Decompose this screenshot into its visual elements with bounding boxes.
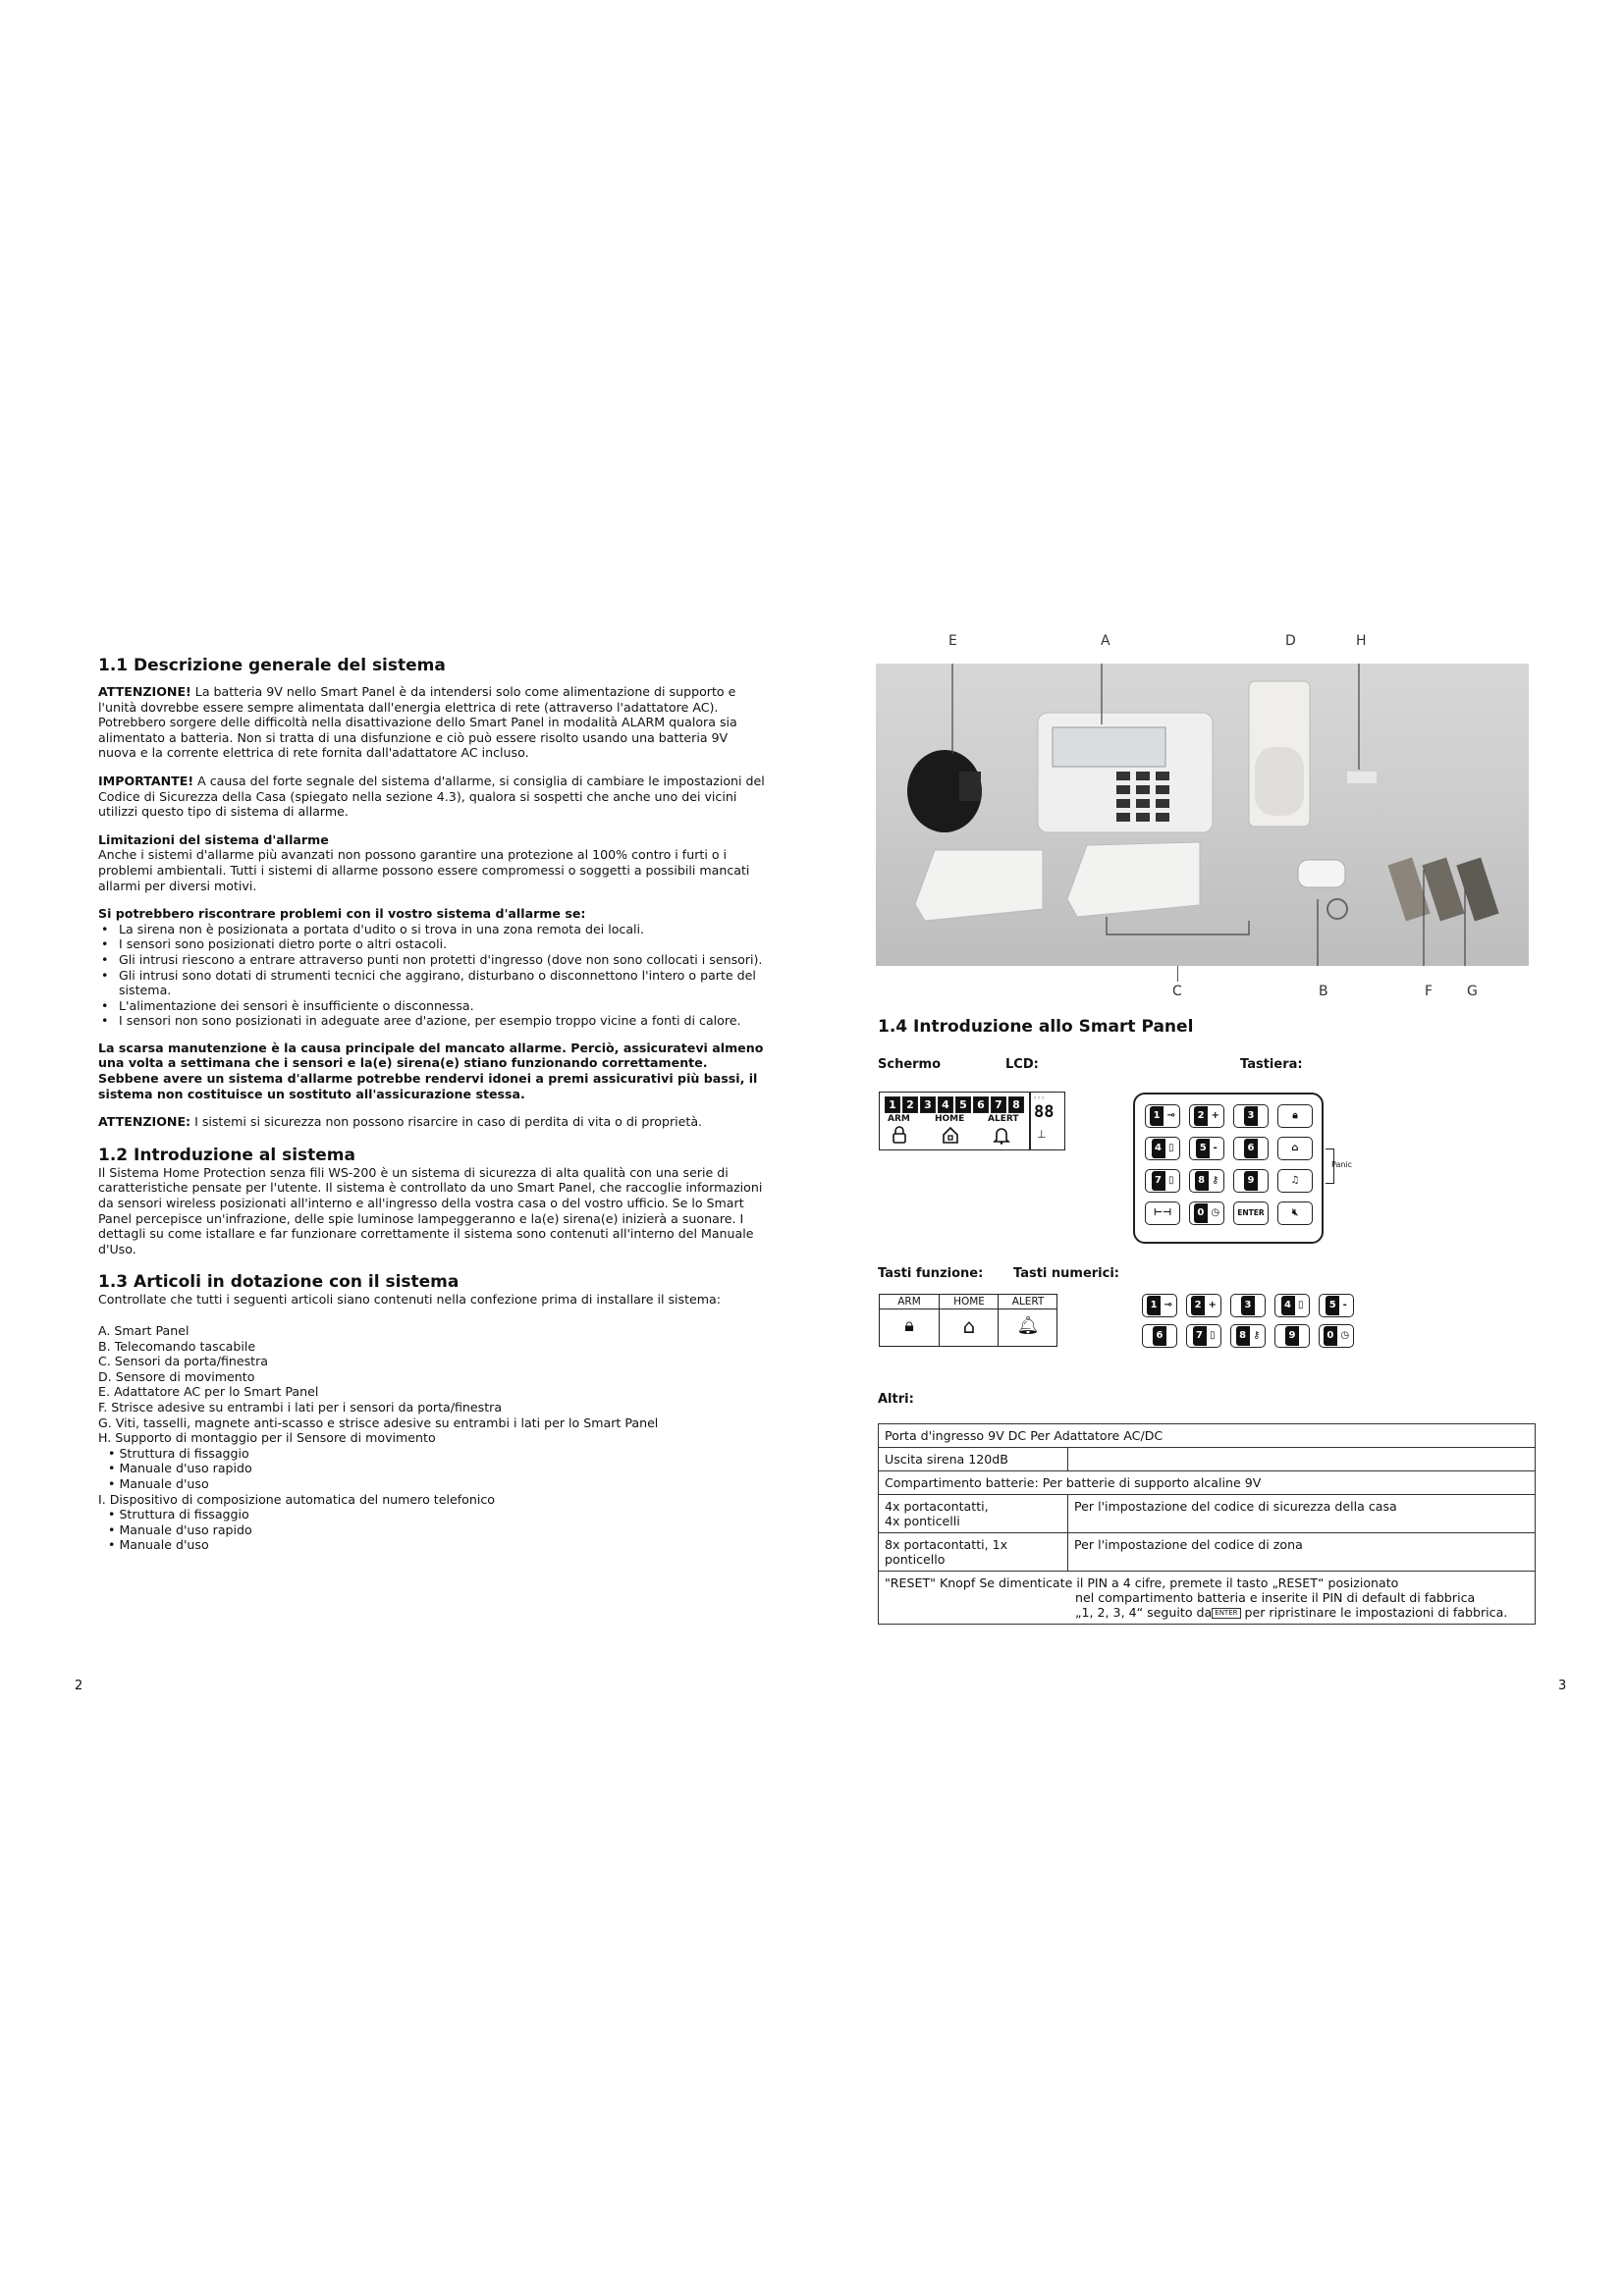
- key-home[interactable]: ⌂: [1277, 1137, 1313, 1160]
- key-3[interactable]: 3: [1233, 1104, 1269, 1128]
- key-2[interactable]: 2 +: [1189, 1104, 1224, 1128]
- maintenance-paragraph: La scarsa manutenzione è la causa principale del mancato allarme. Perciò, assicuratevi almeno una volta a settimana che i sensori e la(e) sirena(e) stiano funzionando correttamente. Sebbene avere un sistema d'allarme potrebbe rendervi idonei a premi assicurativi più bassi, il sistema non costituisce un sostituto all'assicurazione stessa.: [98, 1040, 764, 1101]
- label-line-c: [1177, 966, 1178, 982]
- list-item: A. Smart Panel: [98, 1323, 189, 1338]
- numeric-key-3[interactable]: 3: [1230, 1294, 1266, 1317]
- reset-line-2: nel compartimento batteria e inserite il PIN di default di fabbrica: [1075, 1590, 1476, 1605]
- keypad-label: Tastiera:: [1240, 1057, 1303, 1072]
- specs-table: [878, 1423, 1536, 1625]
- intro-paragraph: Il Sistema Home Protection senza fili WS-200 è un sistema di sicurezza di alta qualità con una serie di caratteristiche pensate per l'utente. Il sistema è controllato da uno Smart Panel, che raccoglie informazioni da sensori wireless posizionati all'interno e all'ingresso della vostra casa o del vostro ufficio. Se lo Smart Panel percepisce un'infrazione, delle spie luminose lampeggeranno e la(e) sirena(e) inizierà a suonare. I dettagli su come istallare e far funzionare correttamente il sistema sono contenuti all'interno del Manuale d'Uso.: [98, 1164, 763, 1256]
- list-item: • Manuale d'uso: [108, 1537, 209, 1553]
- numeric-key-4[interactable]: 4 ▯: [1274, 1294, 1310, 1317]
- table-row: [879, 1495, 1536, 1533]
- numeric-key-6[interactable]: 6: [1142, 1324, 1177, 1348]
- key-7[interactable]: 7 ▯: [1145, 1169, 1180, 1193]
- section-1-4-title: 1.4 Introduzione allo Smart Panel: [878, 1017, 1194, 1037]
- photo-label-d: D: [1285, 633, 1296, 649]
- list-item: F. Strisce adesive su entrambi i lati per i sensori da porta/finestra: [98, 1399, 503, 1415]
- list-item: I. Dispositivo di composizione automatica del numero telefonico: [98, 1491, 495, 1507]
- list-item: D. Sensore di movimento: [98, 1368, 255, 1384]
- table-cell: [1068, 1448, 1536, 1471]
- attention2-text: I sistemi si sicurezza non possono risarcire in caso di perdita di vita o di proprietà.: [190, 1114, 703, 1130]
- home-icon: [941, 1125, 960, 1145]
- function-key-home[interactable]: HOME ⌂: [939, 1295, 999, 1346]
- left-column: [98, 656, 766, 1553]
- page-number-right: 3: [1558, 1679, 1567, 1693]
- problem-item: • La sirena non è posizionata a portata d'udito o si trova in una zona remota dei locali.: [101, 921, 645, 936]
- lcd-zone-digit: 5: [955, 1096, 971, 1113]
- lcd-zone-digit: 4: [938, 1096, 953, 1113]
- key-mute[interactable]: 🔇︎: [1277, 1201, 1313, 1225]
- table-cell: 8x portacontatti, 1x ponticello: [879, 1533, 1068, 1572]
- photo-label-h: H: [1356, 633, 1367, 649]
- function-keys-label: Tasti funzione:: [878, 1266, 984, 1281]
- key-5[interactable]: 5 -: [1189, 1137, 1224, 1160]
- section-1-3-title: 1.3 Articoli in dotazione con il sistema: [98, 1272, 460, 1293]
- list-item: • Manuale d'uso rapido: [108, 1522, 252, 1537]
- numeric-keys: [1142, 1294, 1350, 1353]
- table-cell: Uscita sirena 120dB: [879, 1448, 1068, 1471]
- bell-icon: [992, 1125, 1011, 1145]
- table-cell: Porta d'ingresso 9V DC Per Adattatore AC/DC: [879, 1424, 1536, 1448]
- list-item: • Struttura di fissaggio: [108, 1445, 249, 1461]
- lcd-small-indicator: ◦◦◦: [1033, 1095, 1046, 1102]
- problems-title: Si potrebbero riscontrare problemi con il vostro sistema d'allarme se:: [98, 906, 586, 922]
- key-8[interactable]: 8 ⚷: [1189, 1169, 1224, 1193]
- important-text: A causa del forte segnale del sistema d'allarme, si consiglia di cambiare le impostazioni del Codice di Sicurezza della Casa (spiegato nella sezione 4.3), qualora si sospetti che anche uno dei vicini utilizzi questo tipo di sistema di allarme.: [98, 773, 765, 820]
- table-cell: 4x portacontatti, 4x ponticelli: [879, 1495, 1068, 1533]
- function-key-alert[interactable]: ALERT 🔔︎: [998, 1295, 1057, 1346]
- table-cell: Per l'impostazione del codice di zona: [1068, 1533, 1536, 1572]
- list-item: G. Viti, tasselli, magnete anti-scasso e strisce adesive su entrambi i lati per lo Smart Panel: [98, 1415, 659, 1430]
- list-item: H. Supporto di montaggio per il Sensore di movimento: [98, 1430, 436, 1446]
- lcd-zone-digit: 3: [920, 1096, 936, 1113]
- table-row: [879, 1471, 1536, 1495]
- lcd-zone-digit: 1: [885, 1096, 900, 1113]
- numeric-keys-label: Tasti numerici:: [1013, 1266, 1119, 1281]
- reset-line-3: [885, 1605, 1529, 1620]
- table-row: [879, 1424, 1536, 1448]
- lcd-alert-label: ALERT: [988, 1114, 1019, 1124]
- list-item: • Struttura di fissaggio: [108, 1507, 249, 1522]
- section-1-1-title: 1.1 Descrizione generale del sistema: [98, 656, 446, 675]
- items-list: [98, 1323, 766, 1553]
- key-alert[interactable]: ♫: [1277, 1169, 1313, 1193]
- page-number-left: 2: [75, 1679, 83, 1693]
- function-keys: [879, 1294, 1057, 1347]
- photo-label-c: C: [1172, 984, 1182, 999]
- list-item: • Manuale d'uso rapido: [108, 1461, 252, 1476]
- lcd-zone-digit: 8: [1008, 1096, 1024, 1113]
- function-key-arm[interactable]: ARM 🔒︎: [880, 1295, 939, 1346]
- attention2-label: ATTENZIONE:: [98, 1114, 191, 1130]
- lcd-segment-display: 88: [1034, 1102, 1055, 1122]
- limitations-text: Anche i sistemi d'allarme più avanzati non possono garantire una protezione al 100% contro i furti o i problemi ambientali. Tutti i sistemi di allarme possono essere compromessi o soggetti a possibili mancati allarmi per diversi motivi.: [98, 847, 750, 893]
- key-9[interactable]: 9: [1233, 1169, 1269, 1193]
- lcd-zone-digit: 7: [991, 1096, 1006, 1113]
- table-row: [879, 1572, 1536, 1625]
- numeric-key-8[interactable]: 8 ⚷: [1230, 1324, 1266, 1348]
- key-1[interactable]: 1 ⊸: [1145, 1104, 1180, 1128]
- photo-label-a: A: [1101, 633, 1110, 649]
- keypad: [1133, 1093, 1324, 1244]
- reset-line-3a: „1, 2, 3, 4“ seguito da: [1075, 1605, 1213, 1620]
- key-dash[interactable]: ⊢⊣: [1145, 1201, 1180, 1225]
- important-label: IMPORTANTE!: [98, 773, 194, 788]
- others-label: Altri:: [878, 1392, 914, 1407]
- photo-label-f: F: [1425, 984, 1434, 999]
- list-item: • Manuale d'uso: [108, 1475, 209, 1491]
- list-item: C. Sensori da porta/finestra: [98, 1354, 269, 1369]
- numeric-key-0[interactable]: 0 ◷: [1319, 1324, 1354, 1348]
- reset-cell: [879, 1572, 1536, 1625]
- table-cell: Per l'impostazione del codice di sicurezza della casa: [1068, 1495, 1536, 1533]
- list-item: E. Adattatore AC per lo Smart Panel: [98, 1384, 319, 1400]
- problem-item: • I sensori sono posizionati dietro porte o altri ostacoli.: [101, 936, 448, 952]
- key-0[interactable]: 0 ◷: [1189, 1201, 1224, 1225]
- panic-label: Panic: [1331, 1160, 1353, 1169]
- lock-icon: [890, 1125, 909, 1145]
- lcd-zone-digit: 6: [973, 1096, 989, 1113]
- table-row: [879, 1533, 1536, 1572]
- attention2-paragraph: [98, 1114, 766, 1130]
- list-item: B. Telecomando tascabile: [98, 1338, 256, 1354]
- photo-label-e: E: [948, 633, 957, 649]
- lcd-battery-icon: ⊥: [1037, 1128, 1047, 1141]
- key-enter[interactable]: ENTER: [1233, 1201, 1269, 1225]
- numeric-key-2[interactable]: 2 +: [1186, 1294, 1221, 1317]
- attention-text: La batteria 9V nello Smart Panel è da intendersi solo come alimentazione di supporto e l'unità dovrebbe essere sempre alimentata dall'energia elettrica di rete (attraverso l'adattatore AC). Potrebbero sorgere delle difficoltà nella disattivazione dello Smart Panel in modalità ALARM qualora sia alimentato a batteria. Non si tratta di una disfunzione e ciò può essere risolto usando una batteria 9V nuova e la corrente elettrica di rete fornita dall'adattatore AC incluso.: [98, 684, 737, 761]
- problems-list: [98, 922, 766, 1029]
- problem-item: • L'alimentazione dei sensori è insufficiente o disconnessa.: [101, 997, 474, 1013]
- numeric-key-7[interactable]: 7 ▯: [1186, 1324, 1221, 1348]
- photo-label-g: G: [1467, 984, 1478, 999]
- limitations-paragraph: [98, 832, 766, 893]
- problems-block: [98, 906, 766, 1029]
- product-photo: [876, 664, 1529, 966]
- screen-label: Schermo: [878, 1057, 942, 1072]
- key-arm[interactable]: 🔒︎: [1277, 1104, 1313, 1128]
- lcd-label: LCD:: [1005, 1057, 1039, 1072]
- limitations-title: Limitazioni del sistema d'allarme: [98, 831, 329, 847]
- problem-item: • Gli intrusi sono dotati di strumenti tecnici che aggirano, disturbano o disconnettono l'intero o parte del sistema.: [101, 967, 756, 998]
- lcd-display: [879, 1092, 1065, 1150]
- items-intro: Controllate che tutti i seguenti articoli siano contenuti nella confezione prima di installare il sistema:: [98, 1292, 722, 1308]
- lcd-zone-digit: 2: [902, 1096, 918, 1113]
- table-cell: Compartimento batterie: Per batterie di supporto alcaline 9V: [879, 1471, 1536, 1495]
- reset-line-3b: per ripristinare le impostazioni di fabbrica.: [1240, 1605, 1508, 1620]
- numeric-key-1[interactable]: 1 ⊸: [1142, 1294, 1177, 1317]
- photo-label-b: B: [1319, 984, 1328, 999]
- important-paragraph: [98, 774, 766, 820]
- problem-item: • I sensori non sono posizionati in adeguate aree d'azione, per esempio troppo vicine a fonti di calore.: [101, 1013, 741, 1029]
- lcd-home-label: HOME: [935, 1114, 965, 1124]
- problem-item: • Gli intrusi riescono a entrare attraverso punti non protetti d'ingresso (dove non sono collocati i sensori).: [101, 951, 763, 967]
- lcd-arm-label: ARM: [888, 1114, 910, 1124]
- product-photo-drawing: [876, 664, 1529, 966]
- reset-line-1: "RESET" Knopf Se dimenticate il PIN a 4 cifre, premete il tasto „RESET“ posizionato: [885, 1575, 1399, 1590]
- numeric-key-5[interactable]: 5 -: [1319, 1294, 1354, 1317]
- attention-label: ATTENZIONE!: [98, 684, 191, 699]
- attention-paragraph: [98, 684, 766, 761]
- key-4[interactable]: 4 ▯: [1145, 1137, 1180, 1160]
- table-row: [879, 1448, 1536, 1471]
- section-1-2-title: 1.2 Introduzione al sistema: [98, 1145, 355, 1165]
- enter-key-inline: ENTER: [1212, 1608, 1240, 1619]
- key-6[interactable]: 6: [1233, 1137, 1269, 1160]
- numeric-key-9[interactable]: 9: [1274, 1324, 1310, 1348]
